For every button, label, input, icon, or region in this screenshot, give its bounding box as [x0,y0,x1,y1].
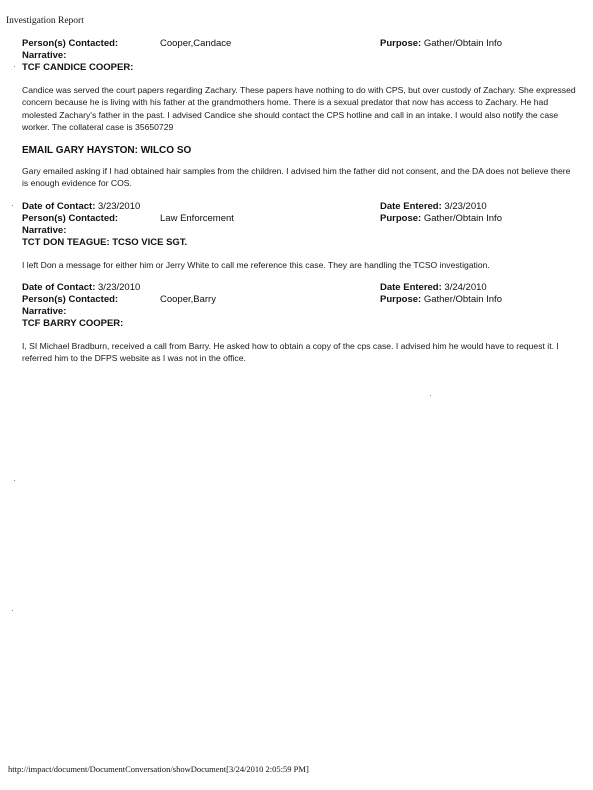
purpose-value: Gather/Obtain Info [423,294,502,305]
narrative-label: Narrative: [22,306,67,317]
scan-speck [430,395,431,396]
scan-speck [12,610,13,611]
narrative-text: Candice was served the court papers regarding Zachary. These papers have nothing to do with CPS, but over custody of Zachary. She expressed concern because he is living with his father at the grandmothers home. There is a sexual predator that now has access to Zachary. He had molested Zachary's father in the past. I advised Candice she should contact the CPS hotline and call in an intake. I would also notify the case worker. The collateral case is 35650729 [22,85,576,133]
person-contacted-value: Cooper,Barry [160,294,216,305]
person-contacted-value: Law Enforcement [160,213,234,224]
scan-speck [12,205,13,206]
person-contacted-label: Person(s) Contacted: [22,213,119,224]
date-entered-value: 3/24/2010 [444,282,487,293]
person-contacted-label: Person(s) Contacted: [22,38,119,49]
contact-heading: TCF BARRY COOPER: [22,318,124,329]
scan-speck [14,66,15,67]
contact-heading: TCT DON TEAGUE: TCSO VICE SGT. [22,237,188,248]
narrative-label: Narrative: [22,225,67,236]
date-of-contact-label: Date of Contact: [22,282,96,293]
date-entered-label: Date Entered: [380,282,442,293]
person-contacted-value: Cooper,Candace [160,38,232,49]
purpose-label: Purpose: [380,294,422,305]
date-of-contact-value: 3/23/2010 [98,201,141,212]
purpose-label: Purpose: [380,213,422,224]
contact-entry-2 [22,145,577,190]
date-of-contact-value: 3/23/2010 [98,282,141,293]
narrative-text: I left Don a message for either him or Jerry White to call me reference this case. They are handling the TCSO investigation. [22,260,490,270]
narrative-label: Narrative: [22,50,67,61]
date-entered-label: Date Entered: [380,201,442,212]
contact-entry-1 [22,38,577,134]
contact-entry-3 [22,201,577,271]
purpose-value: Gather/Obtain Info [423,213,502,224]
page-header: Investigation Report [6,16,84,26]
email-heading: EMAIL GARY HAYSTON: WILCO SO [22,145,192,156]
purpose-label: Purpose: [380,38,422,49]
person-contacted-label: Person(s) Contacted: [22,294,119,305]
scan-speck [14,480,15,481]
date-of-contact-label: Date of Contact: [22,201,96,212]
narrative-text: I, SI Michael Bradburn, received a call from Barry. He asked how to obtain a copy of the cps case. I advised him he would have to request it. I referred him to the DFPS website as I was not in the office. [22,341,559,364]
page-footer-url: http://impact/document/DocumentConversation/showDocument[3/24/2010 2:05:59 PM] [8,764,309,774]
narrative-text: Gary emailed asking if I had obtained hair samples from the children. I advised him the father did not consent, and the DA does not believe there is enough evidence for COS. [22,166,571,189]
contact-heading: TCF CANDICE COOPER: [22,62,134,73]
purpose-value: Gather/Obtain Info [423,38,502,49]
contact-entry-4 [22,282,577,365]
date-entered-value: 3/23/2010 [444,201,487,212]
